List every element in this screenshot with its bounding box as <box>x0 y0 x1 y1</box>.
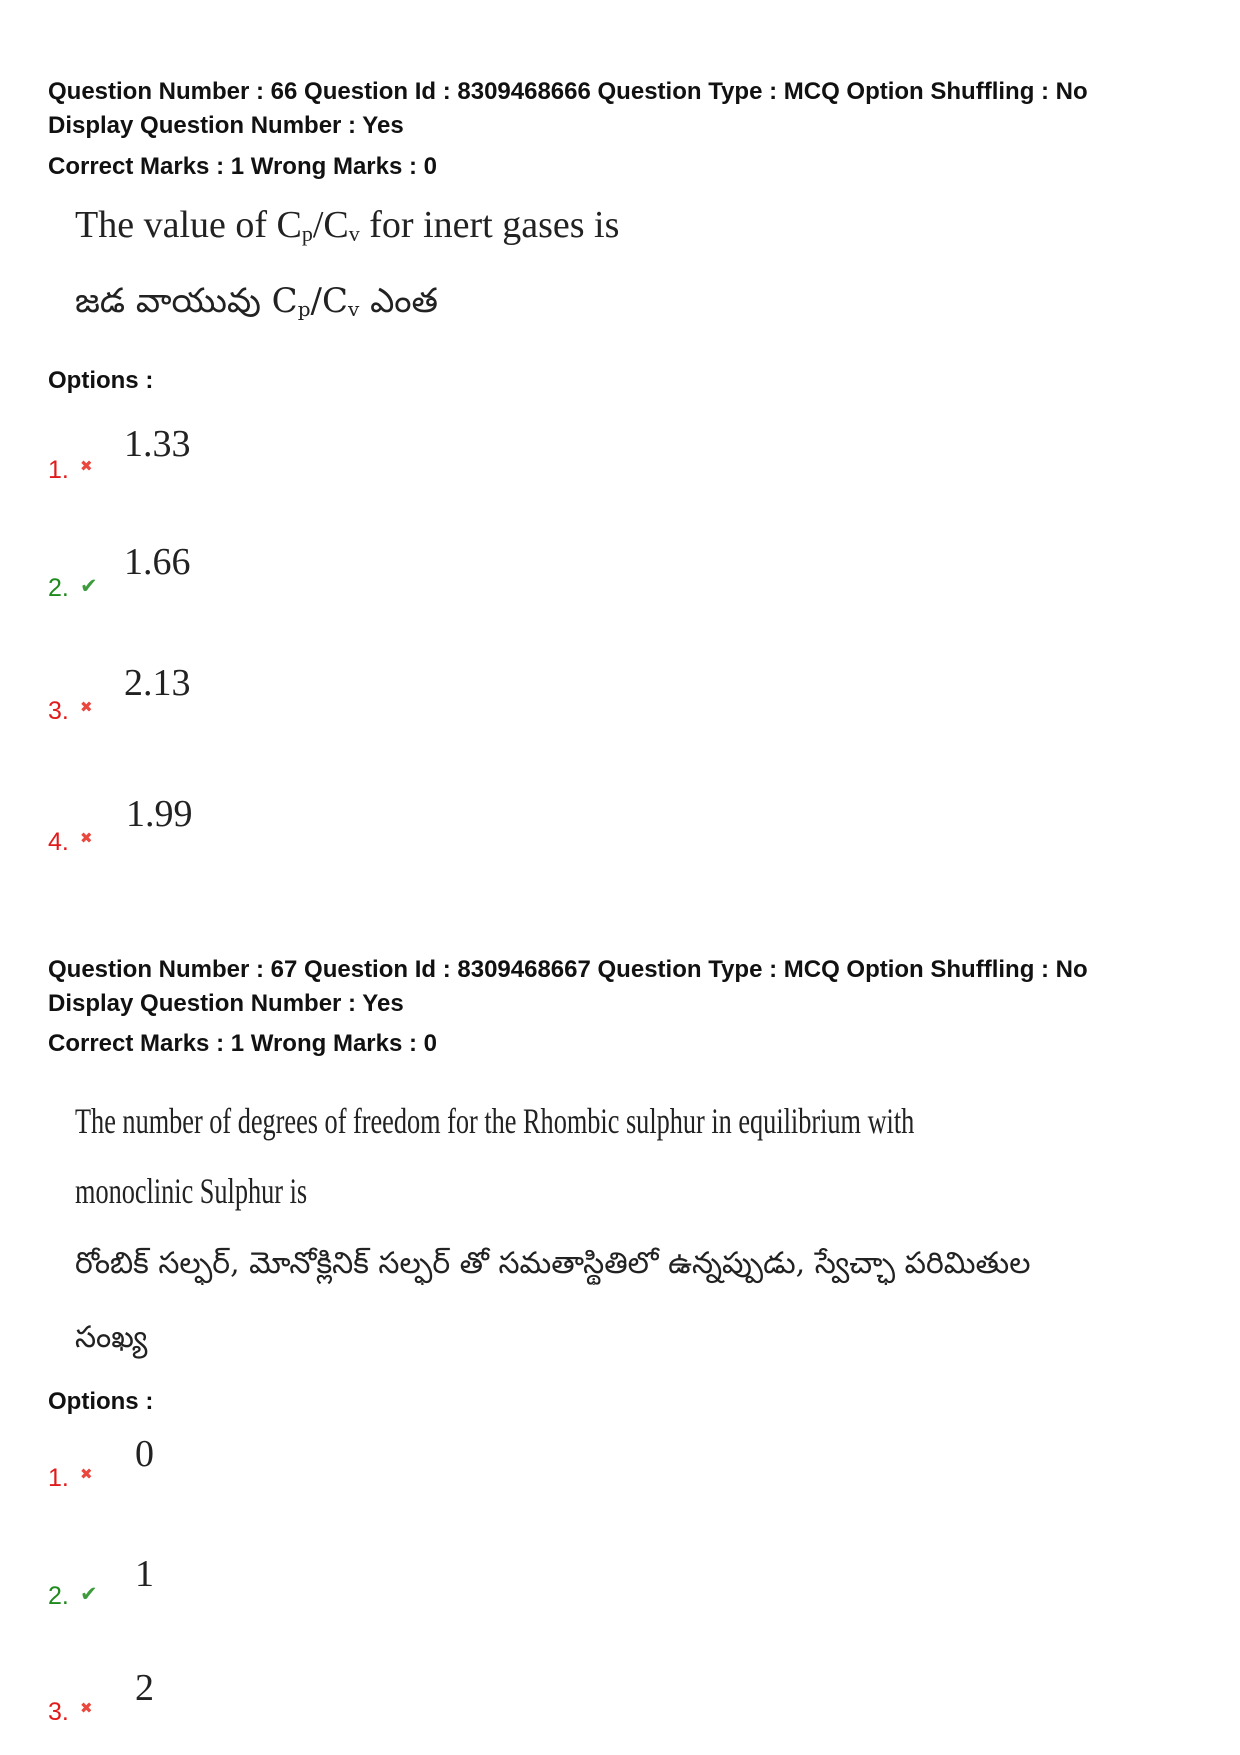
option-row[interactable] <box>0 1551 1240 1621</box>
option-number: 2. <box>48 1582 69 1610</box>
option-number: 2. <box>48 574 69 602</box>
option-row[interactable] <box>0 791 1240 861</box>
option-value: 1.33 <box>124 423 191 465</box>
question-text-english: The value of $C_p/C_v$ for inert gases is <box>75 204 620 246</box>
check-icon: ✔ <box>80 1582 98 1606</box>
option-value: 2 <box>135 1667 154 1709</box>
option-value: 0 <box>135 1433 154 1475</box>
question-text-telugu-line: రోంబిక్ సల్ఫర్, మోనోక్లినిక్ సల్ఫర్ తో సమతాస్థితిలో ఉన్నప్పుడు, స్వేచ్ఛా పరిమితుల <box>75 1246 1031 1281</box>
option-value: 1.99 <box>126 793 193 835</box>
display-question-number: Display Question Number : Yes <box>48 990 404 1017</box>
option-row[interactable] <box>0 1431 1240 1501</box>
option-number: 4. <box>48 828 69 856</box>
display-question-number: Display Question Number : Yes <box>48 112 404 139</box>
option-value: 1.66 <box>124 541 191 583</box>
cross-icon: ✖ <box>80 457 93 475</box>
option-number: 1. <box>48 456 69 484</box>
option-number: 3. <box>48 1698 69 1726</box>
option-row[interactable] <box>0 1665 1240 1735</box>
question-header: Question Number : 66 Question Id : 8309468666 Question Type : MCQ Option Shuffling : No <box>48 78 1088 105</box>
option-value: 2.13 <box>124 662 191 704</box>
marks-line: Correct Marks : 1 Wrong Marks : 0 <box>48 153 438 180</box>
cross-icon: ✖ <box>80 698 93 716</box>
option-row[interactable] <box>0 421 1240 491</box>
options-label: Options : <box>48 1388 154 1415</box>
cross-icon: ✖ <box>80 1465 93 1483</box>
options-label: Options : <box>48 367 154 394</box>
option-number: 3. <box>48 697 69 725</box>
option-value: 1 <box>135 1553 154 1595</box>
question-text-english-line: The number of degrees of freedom for the Rhombic sulphur in equilibrium with <box>75 1101 915 1141</box>
question-text-telugu: జడ వాయువు $C_p/C_v$ ఎంత <box>75 281 438 321</box>
cross-icon: ✖ <box>80 829 93 847</box>
option-row[interactable] <box>0 539 1240 609</box>
cross-icon: ✖ <box>80 1699 93 1717</box>
option-number: 1. <box>48 1464 69 1492</box>
question-header: Question Number : 67 Question Id : 8309468667 Question Type : MCQ Option Shuffling : No <box>48 956 1088 983</box>
question-text-english-line: monoclinic Sulphur is <box>75 1171 308 1211</box>
question-text-telugu-line: సంఖ్య <box>75 1320 148 1355</box>
option-row[interactable] <box>0 660 1240 730</box>
marks-line: Correct Marks : 1 Wrong Marks : 0 <box>48 1030 438 1057</box>
check-icon: ✔ <box>80 574 98 598</box>
